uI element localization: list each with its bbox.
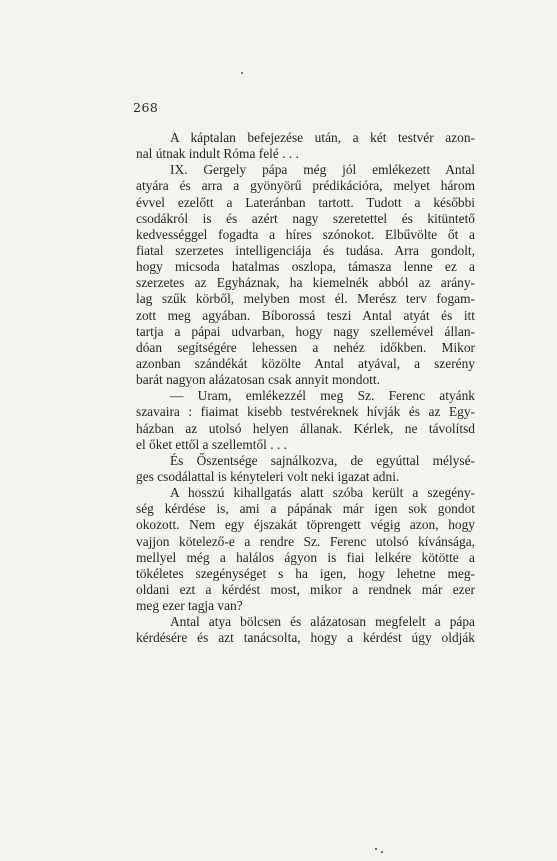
text-line: zott meg agyában. Bíborossá teszi Antal atyát és itt <box>136 307 475 323</box>
text-line: vajjon kötelező-e a rendre Sz. Ferenc utolsó kívánsága, <box>136 533 475 549</box>
text-line: szavaira : fiaimat kisebb testvéreknek hívják és az Egy- <box>136 404 475 420</box>
text-line: És Őszentsége sajnálkozva, de egyúttal mélysé- <box>170 452 475 468</box>
text-line: atyára és arra a gyönyörű prédikációra, melyet három <box>136 178 475 194</box>
text-line: Antal atya bölcsen és alázatosan megfelelt a pápa <box>170 614 475 630</box>
text-line: tartja a pápai udvarban, hogy nagy szellemével állan- <box>136 323 475 339</box>
text-line: kérdésére és azt tanácsolta, hogy a kérdést úgy oldják <box>136 630 475 646</box>
text-line: azonban szándékát közölte Antal atyával, a szerény <box>136 355 475 371</box>
text-line: meg ezer tagja van? <box>136 598 243 614</box>
text-line: A hosszú kihallgatás alatt szóba került a szegény- <box>170 485 475 501</box>
text-line: oldani ezt a kérdést most, mikor a rendnek már ezer <box>136 581 475 597</box>
text-line: ges csodálattal is kényteleri volt neki igazat adni. <box>136 468 400 484</box>
text-line: okozott. Nem egy éjszakát töprengett végig azon, hogy <box>136 517 475 533</box>
text-line: nal útnak indult Róma felé . . . <box>136 146 299 162</box>
text-line: kedvességgel fogadta a híres szónokot. Elbűvölte őt a <box>136 226 475 242</box>
text-line: — Uram, emlékezzél meg Sz. Ferenc atyánk <box>170 388 475 404</box>
ink-speck <box>381 851 383 853</box>
text-line: lag szűk körből, melyben most él. Merész terv fogam- <box>136 291 475 307</box>
text-line: hogy micsoda hatalmas oszlopa, támasza lenne ez a <box>136 259 475 275</box>
text-line: évvel ezelőtt a Lateránban tartott. Tudott a későbbi <box>136 194 475 210</box>
text-line: barát nagyon alázatosan csak annyit mondott. <box>136 372 380 388</box>
text-line: IX. Gergely pápa még jól emlékezett Antal <box>170 162 475 178</box>
text-line: ség kérdése is, ami a pápának már igen sok gondot <box>136 501 475 517</box>
text-line: fiatal szerzetes intelligenciája és tudása. Arra gondolt, <box>136 242 475 258</box>
text-line: mellyel még a halálos ágyon is fiai lelkére kötötte a <box>136 549 475 565</box>
text-line: csodákról is és azért nagy szeretettel és kitüntető <box>136 210 475 226</box>
text-line: tökéletes szegénységet s ha igen, hogy lehetne meg- <box>136 565 475 581</box>
text-line: el őket ettől a szellemtől . . . <box>136 436 287 452</box>
ink-speck <box>375 848 377 850</box>
text-line: szerzetes az Egyháznak, ha kiemelnék abból az arány- <box>136 275 475 291</box>
page-number: 268 <box>133 100 159 115</box>
text-line: A káptalan befejezése után, a két testvér azon- <box>170 130 475 145</box>
ink-speck <box>241 72 243 74</box>
text-line: házban az utolsó helyen állanak. Kérlek, ne távolítsd <box>136 420 475 436</box>
text-line: dóan segítségére lehessen a nehéz időkben. Mikor <box>136 339 475 355</box>
body-text <box>136 130 475 647</box>
